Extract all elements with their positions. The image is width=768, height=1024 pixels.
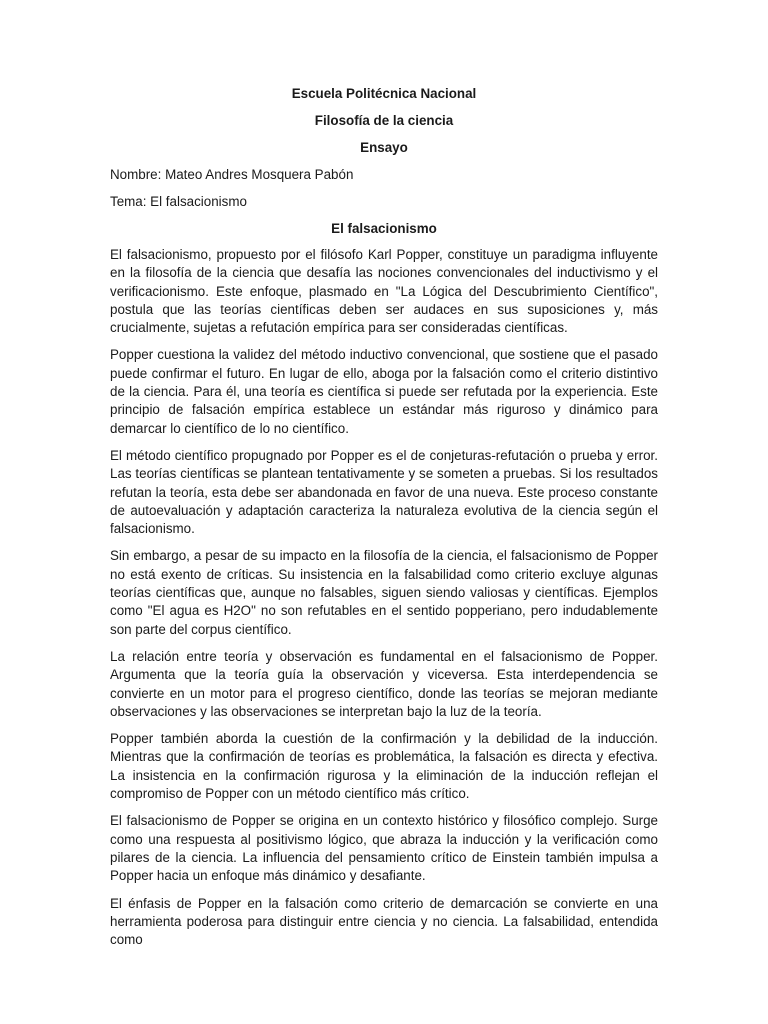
topic-line: Tema: El falsacionismo [110,194,247,209]
institution-heading: Escuela Politécnica Nacional [291,86,477,101]
course-heading: Filosofía de la ciencia [314,113,454,128]
essay-paragraph: El falsacionismo, propuesto por el filósofo Karl Popper, constituye un paradigma influyente en la filosofía de la ciencia que desafía las nociones convencionales del inductivismo y el verificacionismo. Este enfoque, plasmado en "La Lógica del Descubrimiento Científico", postula que las teorías científicas deben ser audaces en sus suposiciones y, más crucialmente, sujetas a refutación empírica para ser consideradas científicas. [110,247,658,336]
essay-paragraph: Popper cuestiona la validez del método inductivo convencional, que sostiene que el pasado puede confirmar el futuro. En lugar de ello, aboga por la falsación como el criterio distintivo de la ciencia. Para él, una teoría es científica si puede ser refutada por la experiencia. Este principio de falsación empírica establece un estándar más riguroso y dinámico para demarcar lo científico de lo no científico. [110,347,658,436]
essay-paragraph: La relación entre teoría y observación es fundamental en el falsacionismo de Popper. Argumenta que la teoría guía la observación y viceversa. Esta interdependencia se convierte en un motor para el progreso científico, donde las teorías se mejoran mediante observaciones y las observaciones se interpretan bajo la luz de la teoría. [110,648,658,719]
author-name-line: Nombre: Mateo Andres Mosquera Pabón [110,167,354,182]
essay-paragraph: Sin embargo, a pesar de su impacto en la filosofía de la ciencia, el falsacionismo de Popper no está exento de críticas. Su insistencia en la falsabilidad como criterio excluye algunas teorías científicas que, aunque no falsables, siguen siendo valiosas y científicas. Ejemplos como "El agua es H2O" no son refutables en el sentido popperiano, pero indudablemente son parte del corpus científico. [110,548,658,637]
essay-title: El falsacionismo [331,221,437,236]
essay-paragraph: El falsacionismo de Popper se origina en un contexto histórico y filosófico complejo. Surge como una respuesta al positivismo lógico, que abraza la inducción y la verificación como pilares de la ciencia. La influencia del pensamiento crítico de Einstein también impulsa a Popper hacia un enfoque más dinámico y desafiante. [110,813,658,884]
document-type-heading: Ensayo [360,140,408,155]
essay-paragraph: El énfasis de Popper en la falsación como criterio de demarcación se convierte en una herramienta poderosa para distinguir entre ciencia y no ciencia. La falsabilidad, entendida como [110,895,658,948]
essay-paragraph: El método científico propugnado por Popper es el de conjeturas-refutación o prueba y error. Las teorías científicas se plantean tentativamente y se someten a pruebas. Si los resultados refutan la teoría, esta debe ser abandonada en favor de una nueva. Este proceso constante de autoevaluación y adaptación caracteriza la naturaleza evolutiva de la ciencia según el falsacionismo. [110,447,658,537]
essay-paragraph: Popper también aborda la cuestión de la confirmación y la debilidad de la inducción. Mientras que la confirmación de teorías es problemática, la falsación es directa y efectiva. La insistencia en la confirmación rigurosa y la eliminación de la inducción reflejan el compromiso de Popper con un método científico más crítico. [110,731,658,802]
